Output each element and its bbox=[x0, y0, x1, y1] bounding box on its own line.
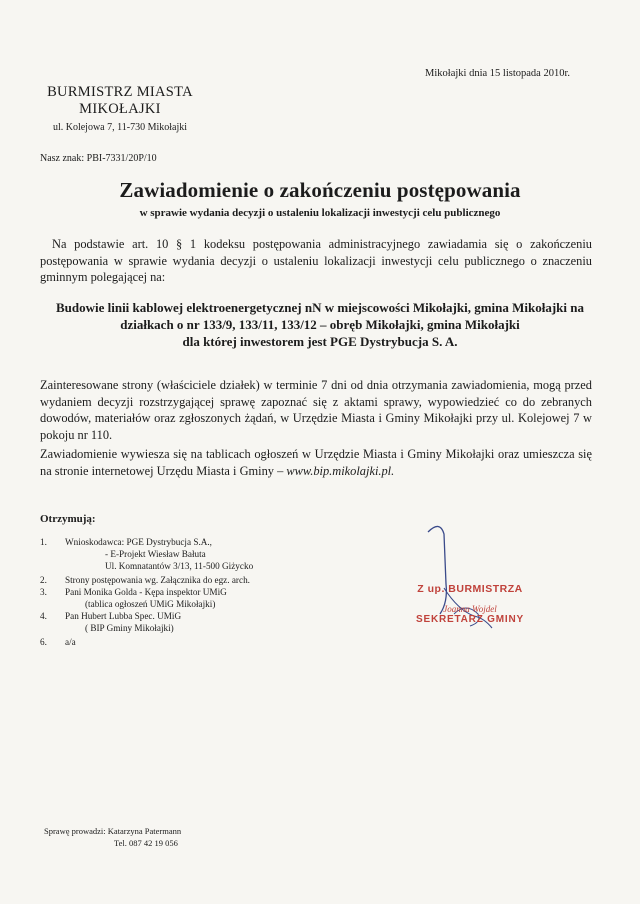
sender-block bbox=[40, 84, 200, 133]
publication-text: Zawiadomienie wywiesza się na tablicach ogłoszeń w Urzędzie Miasta i Gminy Mikołajki oraz umieszcza się na stronie internetowej Urzędu Miasta i Gminy – bbox=[40, 447, 592, 478]
recipient-item bbox=[40, 574, 360, 586]
official-stamp bbox=[405, 583, 535, 625]
recipient-line: Pani Monika Golda - Kępa inspektor UMiG bbox=[65, 587, 227, 597]
document-date: Mikołajki dnia 15 listopada 2010r. bbox=[425, 68, 570, 79]
recipients-title: Otrzymują: bbox=[40, 513, 96, 525]
document-title: Zawiadomienie o zakończeniu postępowania bbox=[119, 178, 521, 202]
recipient-number: 1. bbox=[40, 537, 47, 547]
recipient-line: Wnioskodawca: PGE Dystrybucja S.A., bbox=[65, 537, 212, 547]
recipient-line: Strony postępowania wg. Załącznika do egz. arch. bbox=[65, 575, 250, 585]
recipient-line: Pan Hubert Lubba Spec. UMiG bbox=[65, 611, 182, 621]
recipient-item bbox=[40, 536, 360, 572]
paragraph-publication bbox=[40, 446, 592, 479]
contact-phone: Tel. 087 42 19 056 bbox=[114, 838, 178, 848]
recipient-line: - E-Projekt Wiesław Bałuta bbox=[105, 549, 206, 559]
subject-block bbox=[44, 299, 596, 350]
footer-contact bbox=[44, 825, 181, 849]
stamp-line-name: Joanna Wojdel bbox=[443, 604, 497, 614]
sender-address: ul. Kolejowa 7, 11-730 Mikołajki bbox=[52, 122, 188, 133]
subject-investor: dla której inwestorem jest PGE Dystrybucja S. A. bbox=[182, 334, 458, 349]
bip-link[interactable]: www.bip.mikolajki.pl. bbox=[286, 463, 395, 478]
recipients-list bbox=[40, 536, 360, 648]
recipient-line: a/a bbox=[65, 637, 76, 647]
case-handler: Sprawę prowadzi: Katarzyna Patermann bbox=[44, 826, 182, 836]
subject-text: Budowie linii kablowej elektroenergetycznej nN w miejscowości Mikołajki, gmina Mikołajki na działkach o nr 133/9, 133/11, 133/12 – obręb Mikołajki, gmina Mikołajki bbox=[55, 300, 585, 332]
recipient-line: Ul. Komnatantów 3/13, 11-500 Giżycko bbox=[105, 561, 254, 571]
document-subtitle: w sprawie wydania decyzji o ustaleniu lokalizacji inwestycji celu publicznego bbox=[139, 207, 501, 219]
recipient-item bbox=[40, 610, 360, 634]
sender-city: MIKOŁAJKI bbox=[79, 101, 161, 117]
stamp-line-position: SEKRETARZ GMINY bbox=[416, 614, 524, 625]
recipient-line: (tablica ogłoszeń UMiG Mikołajki) bbox=[85, 599, 216, 609]
recipient-number: 3. bbox=[40, 587, 47, 597]
sender-title: BURMISTRZ MIASTA bbox=[47, 84, 193, 100]
reference-number: Nasz znak: PBI-7331/20P/10 bbox=[40, 153, 157, 164]
recipient-item bbox=[40, 586, 360, 610]
recipient-number: 2. bbox=[40, 575, 47, 585]
recipient-line: ( BIP Gminy Mikołajki) bbox=[85, 623, 174, 633]
paragraph-intro: Na podstawie art. 10 § 1 kodeksu postępowania administracyjnego zawiadamia się o zakończeniu postępowania w sprawie wydania decyzji o ustaleniu lokalizacji inwestycji celu publicznego o znaczeniu gminnym polegającej na: bbox=[40, 237, 592, 284]
recipient-item bbox=[40, 636, 360, 648]
recipient-number: 4. bbox=[40, 611, 47, 621]
stamp-line-authority: Z up. BURMISTRZA bbox=[417, 583, 523, 595]
recipient-number: 6. bbox=[40, 637, 47, 647]
paragraph-parties: Zainteresowane strony (właściciele działek) w terminie 7 dni od dnia otrzymania zawiadomienia, mogą przed wydaniem decyzji rozstrzygającej sprawę zapoznać się z aktami sprawy, wypowiedzieć co do zebranych dowodów, materiałów oraz zgłoszonych żądań, w Urzędzie Miasta i Gminy Mikołajki przy ul. Kolejowej 7 w pokoju nr 110. bbox=[40, 378, 592, 442]
